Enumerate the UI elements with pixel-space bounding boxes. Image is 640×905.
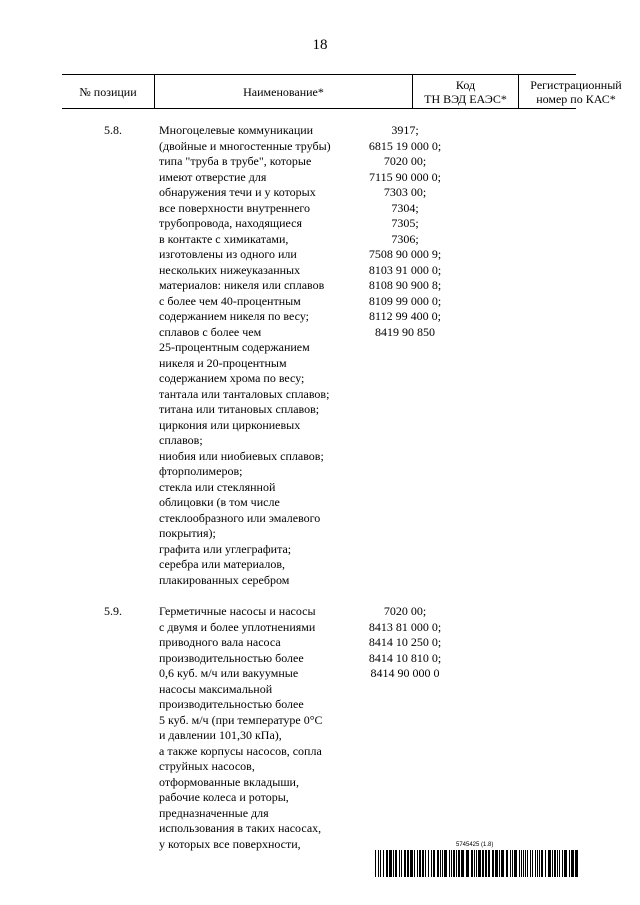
item-name-line: струйных насосов, (159, 759, 255, 773)
item-name-line: Герметичные насосы и насосы (159, 604, 316, 618)
item-name-line: все поверхности внутреннего (159, 200, 311, 215)
item-name-line: содержанием никеля по весу; (159, 309, 309, 323)
barcode-icon (375, 850, 578, 877)
item-code: 7020 00; (383, 154, 427, 168)
item-name-line: Многоцелевые коммуникации (159, 123, 314, 137)
item-name-line: стекла или стеклянной (159, 479, 276, 494)
item-name-line: содержанием хрома по весу; (159, 371, 305, 385)
table-header (62, 74, 622, 109)
item-code: 7306; (391, 231, 419, 246)
item-name-line: плакированных серебром (159, 572, 290, 587)
item-code: 8419 90 850 (375, 324, 435, 339)
table-row (0, 604, 640, 852)
item-name-line: в контакте с химикатами, (159, 231, 289, 246)
table-body (0, 123, 640, 868)
item-code: 8414 10 810 0; (368, 650, 442, 665)
item-name-line: типа "труба в трубе", которые (159, 154, 312, 168)
header-code-line1: Код (455, 77, 476, 92)
item-code: 8103 91 000 0; (368, 262, 442, 277)
item-codes (355, 123, 455, 340)
item-code: 3917; (391, 123, 419, 137)
item-name-line: фторполимеров; (159, 464, 243, 478)
item-name-line: обнаружения течи и у которых (159, 185, 316, 199)
item-name-line: трубопровода, находящиеся (159, 216, 302, 230)
item-code: 8414 10 250 0; (368, 635, 442, 649)
item-name-line: а также корпусы насосов, сопла (159, 743, 322, 758)
page-number: 18 (312, 37, 328, 53)
item-code: 7304; (391, 200, 419, 215)
header-cas-line2: номер по КАС* (536, 91, 616, 106)
item-name (159, 123, 359, 588)
header-cas (519, 75, 633, 108)
item-name-line: предназначенные для (159, 805, 269, 820)
item-code: 8414 90 000 0 (370, 666, 440, 680)
item-name-line: приводного вала насоса (159, 635, 281, 649)
item-code: 7303 00; (383, 185, 427, 199)
item-name-line: с двумя и более уплотнениями (159, 619, 316, 634)
item-name-line: стеклообразного или эмалевого (159, 510, 321, 525)
item-name-line: 5 куб. м/ч (при температуре 0°C (159, 712, 323, 727)
item-name-line: ниобия или ниобиевых сплавов; (159, 448, 324, 463)
item-name-line: (двойные и многостенные трубы) (159, 138, 331, 153)
item-name-line: с более чем 40-процентным (159, 293, 301, 308)
item-name-line: производительностью более (159, 650, 304, 665)
item-name-line: 25-процентным содержанием (159, 340, 310, 354)
item-name-line: и давлении 101,30 кПа), (159, 728, 282, 742)
item-name-line: отформованные вкладыши, (159, 774, 299, 789)
item-name-line: графита или углеграфита; (159, 541, 292, 556)
item-name-line: производительностью более (159, 697, 304, 711)
item-code: 7115 90 000 0; (369, 169, 441, 184)
document-code: 5745425 (1.8) (456, 842, 494, 848)
item-name-line: изготовлены из одного или (159, 247, 297, 261)
item-name-line: сплавов с более чем (159, 324, 262, 339)
header-cas-line1: Регистрационный (530, 77, 622, 92)
item-name (159, 604, 359, 852)
position-number: 5.8. (104, 123, 122, 137)
item-name-line: серебра или материалов, (159, 557, 285, 571)
header-position-number: № позиции (79, 84, 137, 99)
item-codes (355, 604, 455, 682)
item-name-line: рабочие колеса и роторы, (159, 790, 289, 804)
item-code: 8108 90 900 8; (368, 278, 442, 292)
item-name-line: никеля и 20-процентным (159, 355, 287, 370)
item-name-line: использования в таких насосах, (159, 821, 322, 835)
item-name-line: 0,6 куб. м/ч или вакуумные (159, 666, 299, 680)
header-code-line2: ТН ВЭД ЕАЭС* (424, 91, 507, 106)
item-name-line: титана или титановых сплавов; (159, 402, 320, 416)
item-name-line: нескольких нижеуказанных (159, 262, 301, 277)
item-code: 8109 99 000 0; (368, 293, 442, 308)
item-name-line: имеют отверстие для (159, 169, 267, 184)
item-name-line: у которых все поверхности, (159, 836, 301, 851)
item-code: 7508 90 000 9; (368, 247, 442, 261)
item-name-line: насосы максимальной (159, 681, 273, 696)
item-code: 7020 00; (383, 604, 427, 618)
item-code: 8112 99 400 0; (369, 309, 441, 323)
table-row (0, 123, 640, 588)
item-code: 6815 19 000 0; (368, 138, 442, 153)
header-code (413, 75, 518, 108)
item-name-line: тантала или танталовых сплавов; (159, 386, 330, 401)
item-code: 8413 81 000 0; (368, 619, 442, 634)
item-name-line: покрытия); (159, 526, 216, 540)
item-name-line: облицовки (в том числе (159, 495, 280, 509)
item-code: 7305; (391, 216, 419, 230)
item-name-line: сплавов; (159, 433, 203, 447)
item-name-line: материалов: никеля или сплавов (159, 278, 325, 292)
item-name-line: циркония или циркониевых (159, 417, 301, 432)
position-number: 5.9. (104, 604, 122, 618)
header-name: Наименование* (243, 84, 324, 99)
